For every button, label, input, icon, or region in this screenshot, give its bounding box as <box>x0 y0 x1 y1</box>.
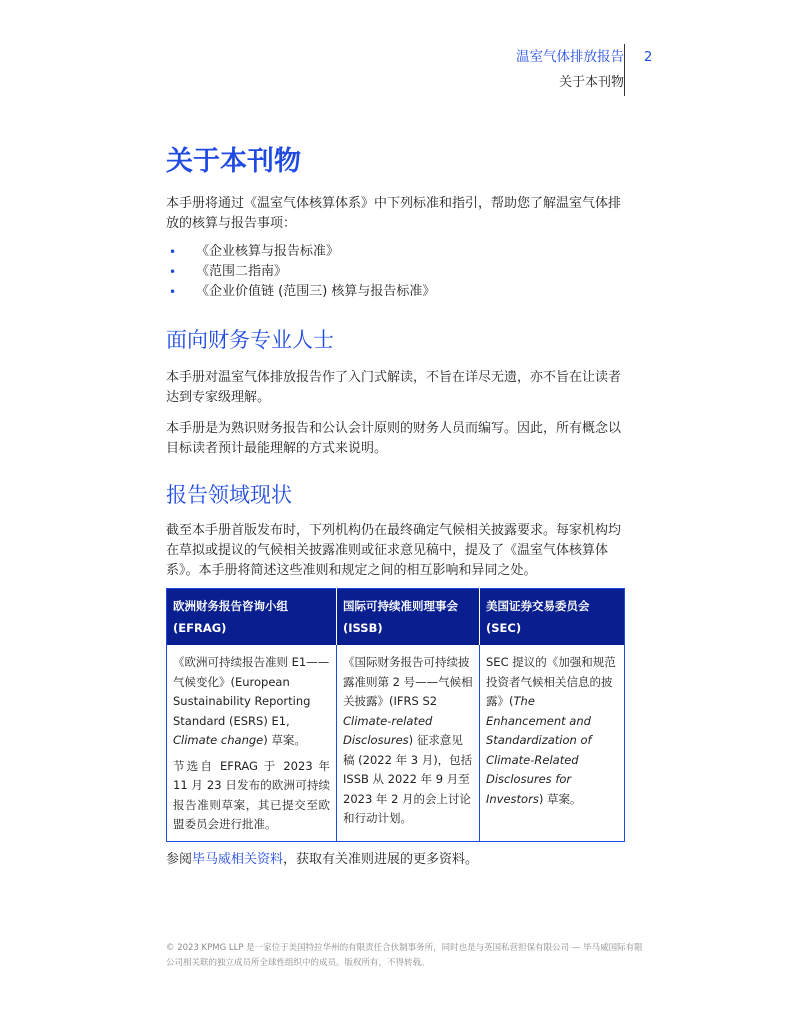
standards-table <box>166 588 625 842</box>
efrag-description: 《欧洲可持续报告准则 E1——气候变化》(European Sustainability Reporting Standard (ESRS) E1, Climate change) 草案。 <box>173 655 330 747</box>
main-content <box>166 144 628 870</box>
intro-paragraph: 本手册将通过《温室气体核算体系》中下列标准和指引，帮助您了解温室气体排放的核算与报告事项： <box>166 196 622 231</box>
finance-paragraph-2: 本手册是为熟识财务报告和公认会计原则的财务人员而编写。因此，所有概念以目标读者预计最能理解的方式来说明。 <box>166 421 622 456</box>
list-item: • 《企业核算与报告标准》 <box>166 242 628 262</box>
running-header <box>516 48 624 92</box>
table-cell-efrag <box>167 645 337 841</box>
bullet-icon: • <box>169 285 177 299</box>
efrag-note: 节选自 EFRAG 于 2023 年 11 月 23 日发布的欧洲可持续报告准则草案，其已提交至欧盟委员会进行批准。 <box>173 758 330 831</box>
closing-paragraph: 参阅毕马威相关资料，获取有关准则进展的更多资料。 <box>166 851 479 867</box>
list-item: • 《企业价值链 (范围三) 核算与报告标准》 <box>166 282 628 302</box>
bullet-icon: • <box>169 245 177 259</box>
page-title: 关于本刊物 <box>166 146 301 177</box>
list-item: • 《范围二指南》 <box>166 262 628 282</box>
finance-paragraph-1: 本手册对温室气体排放报告作了入门式解读，不旨在详尽无遗，亦不旨在让读者达到专家级理解。 <box>166 370 622 405</box>
header-title: 温室气体排放报告 <box>516 49 624 65</box>
kpmg-resources-link[interactable]: 毕马威相关资料 <box>192 851 284 867</box>
sec-description: SEC 提议的《加强和规范投资者气候相关信息的披露》(The Enhancement and Standardization of Climate-Related Disclosures for Investors) 草案。 <box>486 655 616 806</box>
standards-list <box>166 242 628 302</box>
table-cell-issb <box>337 645 480 841</box>
header-subtitle: 关于本刊物 <box>558 75 624 90</box>
table-header-efrag: 欧洲财务报告咨询小组 (EFRAG) <box>167 589 337 646</box>
page-number: 2 <box>644 50 653 65</box>
table-header-sec: 美国证券交易委员会 (SEC) <box>480 589 625 646</box>
table-cell-sec <box>480 645 625 841</box>
table-header-row <box>167 589 625 646</box>
section-heading-landscape: 报告领域现状 <box>166 483 292 507</box>
table-row <box>167 645 625 841</box>
section-heading-finance: 面向财务专业人士 <box>166 328 334 352</box>
bullet-icon: • <box>169 265 177 279</box>
table-header-issb: 国际可持续准则理事会 (ISSB) <box>337 589 480 646</box>
landscape-paragraph: 截至本手册首版发布时，下列机构仍在最终确定气候相关披露要求。每家机构均在草拟或提议的气候相关披露准则或征求意见稿中，提及了《温室气体核算体系》。本手册将简述这些准则和规定之间的相互影响和异同之处。 <box>166 523 622 578</box>
header-divider <box>624 44 625 96</box>
issb-description: 《国际财务报告可持续披露准则第 2 号——气候相关披露》(IFRS S2 Climate-related Disclosures) 征求意见稿 (2022 年 3 月)，包括 ISSB 从 2022 年 9 月至 2023 年 2 月的会上讨论和行动计划。 <box>343 655 473 825</box>
copyright-footer: © 2023 KPMG LLP 是一家位于美国特拉华州的有限责任合伙制事务所，同时也是与英国私营担保有限公司 — 毕马威国际有限公司相关联的独立成员所全球性组织中的成员。版权所有，不得转载。 <box>166 943 643 968</box>
